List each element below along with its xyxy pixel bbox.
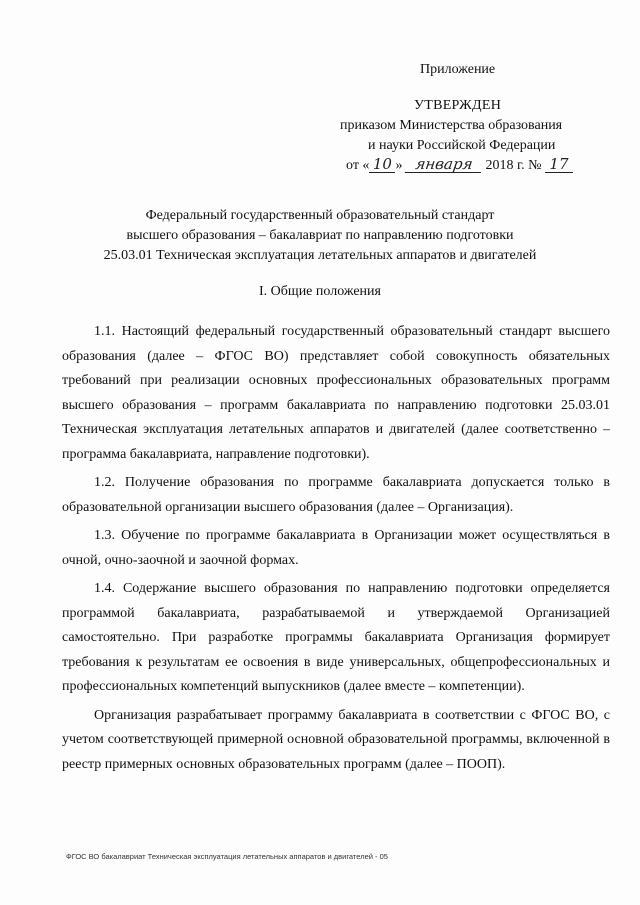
- paragraph-organization: Организация разрабатывает программу бакалавриата в соответствии с ФГОС ВО, с учетом соответствующей примерной основной образовательной программы, включенной в реестр примерных основных образовательных программ (далее – ПООП).: [62, 707, 610, 772]
- title-line-2: высшего образования – бакалавриат по направлению подготовки: [126, 228, 514, 243]
- title-line-3: 25.03.01 Техническая эксплуатация летательных аппаратов и двигателей: [103, 248, 537, 263]
- handwritten-day: 10: [369, 156, 395, 173]
- appendix-label: Приложение: [420, 62, 496, 77]
- paragraph-1-1: 1.1. Настоящий федеральный государственный образовательный стандарт высшего образования (далее – ФГОС ВО) представляет собой совокупность обязательных требований при реализации основных профессиональных образовательных программ высшего образования – программ бакалавриата по направлению подготовки 25.03.01 Техническая эксплуатация летательных аппаратов и двигателей (далее соответственно – программа бакалавриата, направление подготовки).: [62, 324, 610, 462]
- order-line-1: приказом Министерства образования: [340, 118, 563, 133]
- paragraph-1-4: 1.4. Содержание высшего образования по направлению подготовки определяется программой бакалавриата, разрабатываемой и утверждаемой Организацией самостоятельно. При разработке программы бакалавриата Организация формирует требования к результатам ее освоения в виде универсальных, общепрофессиональных и профессиональных компетенций выпускников (далее вместе – компетенции).: [62, 581, 610, 694]
- order-date-line: [340, 156, 600, 176]
- approved-label: УТВЕРЖДЕН: [414, 98, 502, 113]
- title-line-1: Федеральный государственный образовательный стандарт: [145, 208, 495, 223]
- handwritten-month: января: [405, 156, 483, 173]
- order-line-2: и науки Российской Федерации: [368, 138, 556, 153]
- paragraph-1-2: 1.2. Получение образования по программе бакалавриата допускается только в образовательной организации высшего образования (далее – Организация).: [62, 475, 610, 515]
- date-mid: »: [395, 158, 403, 173]
- paragraph-1-3: 1.3. Обучение по программе бакалавриата в Организации может осуществляться в очной, очно-заочной и заочной формах.: [62, 528, 610, 568]
- handwritten-order-number: 17: [545, 156, 573, 173]
- date-prefix: от «: [346, 158, 370, 173]
- page-footer: ФГОС ВО бакалавриат Техническая эксплуатация летательных аппаратов и двигателей - 05: [66, 852, 388, 861]
- document-title: [60, 206, 580, 266]
- date-year: 2018 г. №: [485, 158, 542, 173]
- section-heading: I. Общие положения: [259, 284, 381, 299]
- approval-block: [340, 96, 600, 176]
- document-body: [62, 320, 610, 777]
